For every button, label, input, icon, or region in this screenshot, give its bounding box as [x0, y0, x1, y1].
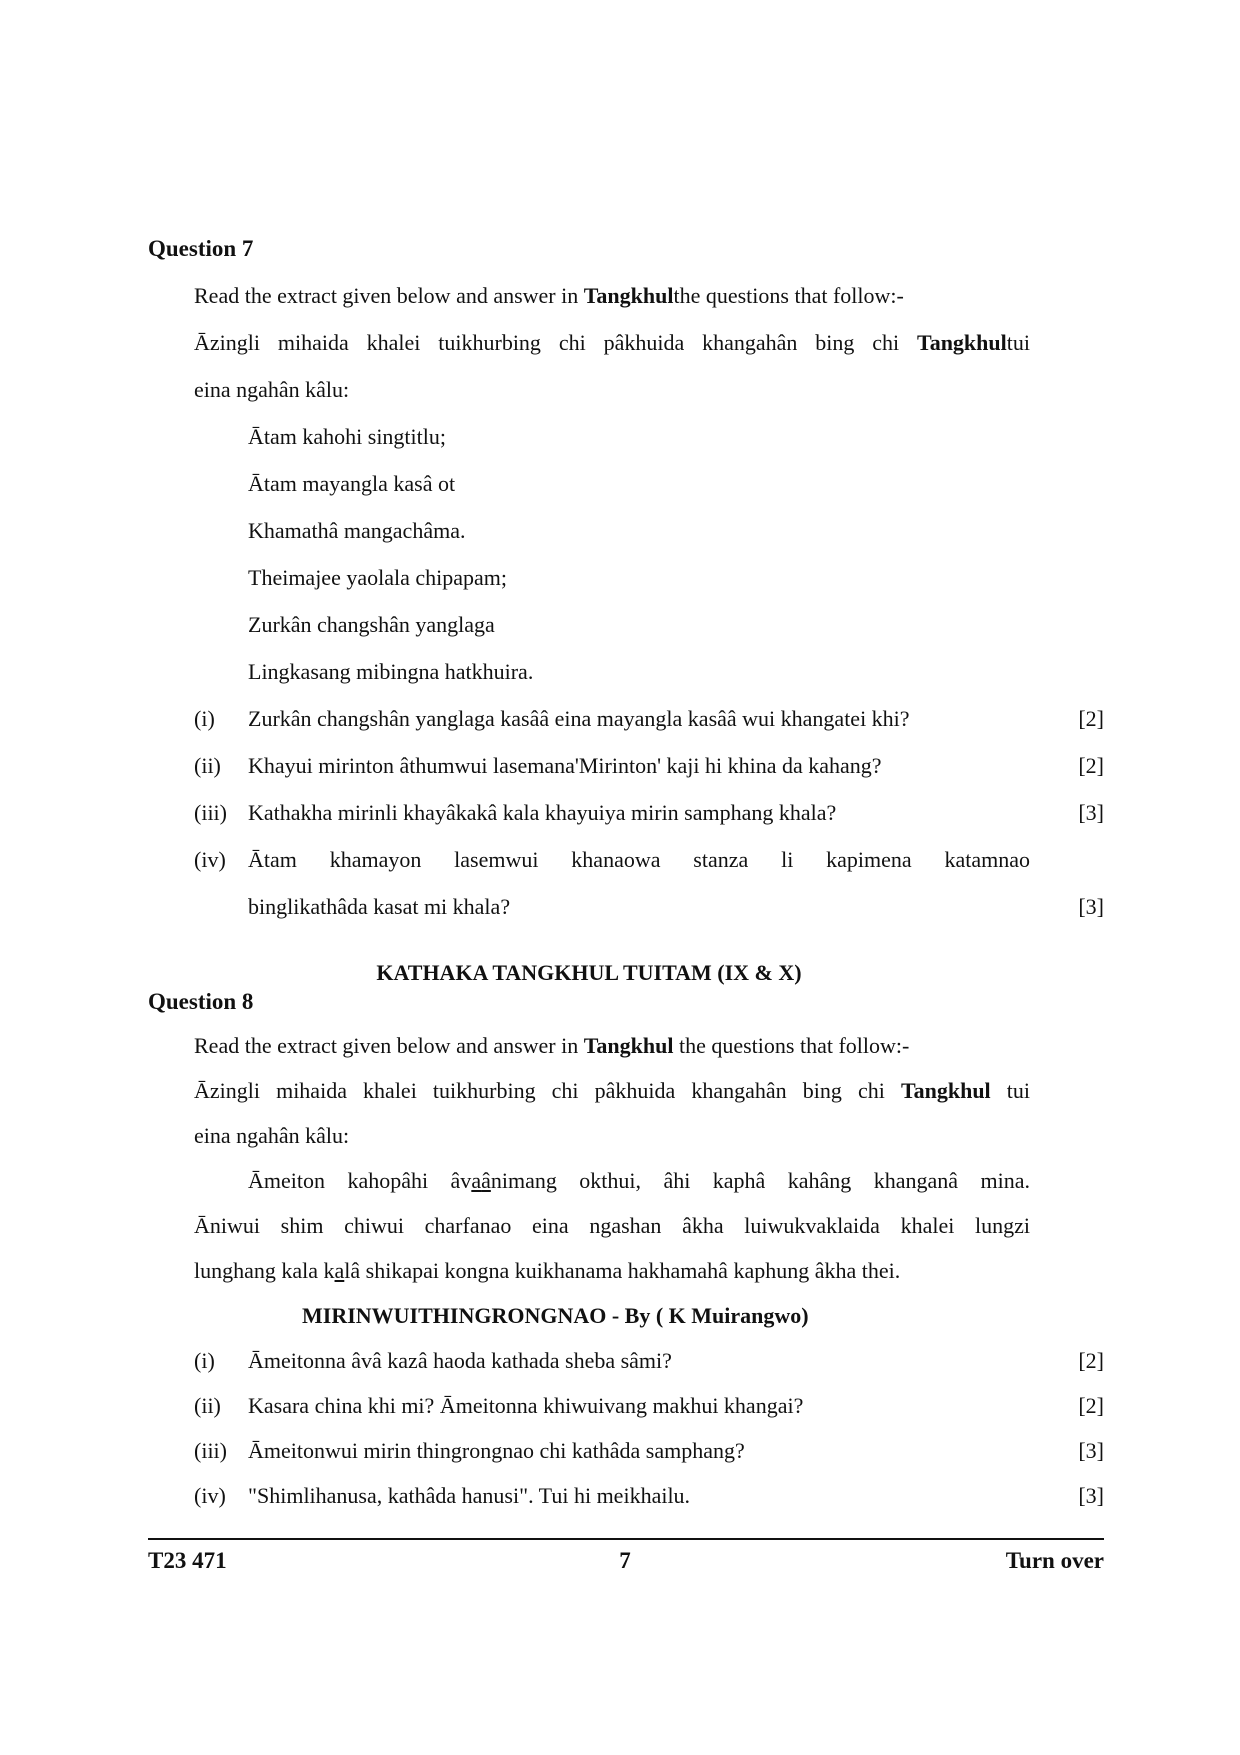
section-title: KATHAKA TANGKHUL TUITAM (IX & X): [376, 960, 802, 985]
q7-direction-text: Āzingli mihaida khalei tuikhurbing chi pâkhuida khangahân bing chi: [194, 330, 918, 355]
q8-sub-marks: [2]: [1078, 1348, 1104, 1373]
extract-source: MIRINWUITHINGRONGNAO - By ( K Muirangwo): [302, 1303, 809, 1328]
poem-line: Ātam mayangla kasâ ot: [248, 471, 456, 496]
q7-sub-marks: [2]: [1078, 753, 1104, 778]
poem-line: Khamathâ mangachâma.: [248, 518, 466, 543]
q8-instr-text-end: the questions that follow:-: [673, 1033, 910, 1058]
q8-sub-number: (iv): [194, 1483, 226, 1508]
q8-instruction: [194, 1033, 909, 1059]
extract-text: lunghang kala k: [194, 1258, 335, 1283]
extract-underlined: â: [481, 1168, 491, 1193]
q7-sub-question: Ātam khamayon lasemwui khanaowa stanza li kapimena katamnao: [248, 847, 1030, 872]
extract-line: [194, 1258, 900, 1284]
q7-sub-question: Kathakha mirinli khayâkakâ kala khayuiya mirin samphang khala?: [248, 800, 837, 825]
q7-sub-question-cont: binglikathâda kasat mi khala?: [248, 894, 511, 919]
question-7-heading: Question 7: [148, 236, 254, 261]
q7-direction-line-2: eina ngahân kâlu:: [194, 377, 350, 402]
q7-sub-number: (iii): [194, 800, 227, 825]
q7-direction-text-end: tui: [1006, 330, 1030, 355]
q8-sub-question: Kasara china khi mi? Āmeitonna khiwuivang makhui khangai?: [248, 1393, 804, 1418]
extract-text: Āmeiton kahopâhi âv: [248, 1168, 472, 1193]
q7-instr-text: Read the extract given below and answer in: [194, 283, 584, 308]
q7-sub-number: (ii): [194, 753, 221, 778]
q7-instr-text-end: the questions that follow:-: [673, 283, 904, 308]
turn-over-label: Turn over: [1005, 1548, 1104, 1573]
poem-line: Ātam kahohi singtitlu;: [248, 424, 446, 449]
poem-line: Theimajee yaolala chipapam;: [248, 565, 507, 590]
q7-sub-question: Khayui mirinton âthumwui lasemana'Mirinton' kaji hi khina da kahang?: [248, 753, 882, 778]
footer-rule: [148, 1538, 1104, 1540]
extract-line: Āniwui shim chiwui charfanao eina ngashan âkha luiwukvaklaida khalei lungzi: [194, 1213, 1030, 1238]
q7-direction-line: [194, 330, 1030, 356]
q7-sub-number: (iv): [194, 847, 226, 872]
q7-instruction: [194, 283, 904, 309]
q7-direction-language: Tangkhul: [917, 330, 1007, 355]
q8-direction-text: Āzingli mihaida khalei tuikhurbing chi pâkhuida khangahân bing chi: [194, 1078, 901, 1103]
q7-sub-marks: [3]: [1078, 894, 1104, 919]
q8-instr-text: Read the extract given below and answer in: [194, 1033, 584, 1058]
poem-line: Zurkân changshân yanglaga: [248, 612, 495, 637]
q7-sub-number: (i): [194, 706, 215, 731]
q8-sub-question: Āmeitonwui mirin thingrongnao chi kathâda samphang?: [248, 1438, 745, 1463]
q7-instr-language: Tangkhul: [583, 283, 674, 308]
q8-sub-question: Āmeitonna âvâ kazâ haoda kathada sheba sâmi?: [248, 1348, 672, 1373]
q8-sub-marks: [3]: [1078, 1438, 1104, 1463]
q8-sub-number: (iii): [194, 1438, 227, 1463]
q8-direction-line-2: eina ngahân kâlu:: [194, 1123, 350, 1148]
q7-sub-question: Zurkân changshân yanglaga kasââ eina mayangla kasââ wui khangatei khi?: [248, 706, 910, 731]
q7-sub-marks: [3]: [1078, 800, 1104, 825]
q8-sub-number: (i): [194, 1348, 215, 1373]
q8-instr-language: Tangkhul: [583, 1033, 674, 1058]
extract-line: [248, 1168, 1030, 1194]
q7-sub-marks: [2]: [1078, 706, 1104, 731]
q8-direction-line: [194, 1078, 1030, 1104]
q8-direction-language: Tangkhul: [900, 1078, 991, 1103]
page-number: 7: [619, 1548, 631, 1573]
q8-sub-marks: [2]: [1078, 1393, 1104, 1418]
extract-text: nimang okthui, âhi kaphâ kahâng khanganâ mina.: [490, 1168, 1030, 1193]
q8-sub-marks: [3]: [1078, 1483, 1104, 1508]
q8-sub-question: "Shimlihanusa, kathâda hanusi". Tui hi meikhailu.: [248, 1483, 691, 1508]
q8-direction-text-end: tui: [990, 1078, 1030, 1103]
q8-sub-number: (ii): [194, 1393, 221, 1418]
paper-code: T23 471: [148, 1548, 227, 1573]
extract-text: lâ shikapai kongna kuikhanama hakhamahâ kaphung âkha thei.: [344, 1258, 901, 1283]
extract-underlined: a: [334, 1258, 345, 1283]
extract-underlined: a: [471, 1168, 482, 1193]
poem-line: Lingkasang mibingna hatkhuira.: [248, 659, 534, 684]
question-8-heading: Question 8: [148, 989, 254, 1014]
